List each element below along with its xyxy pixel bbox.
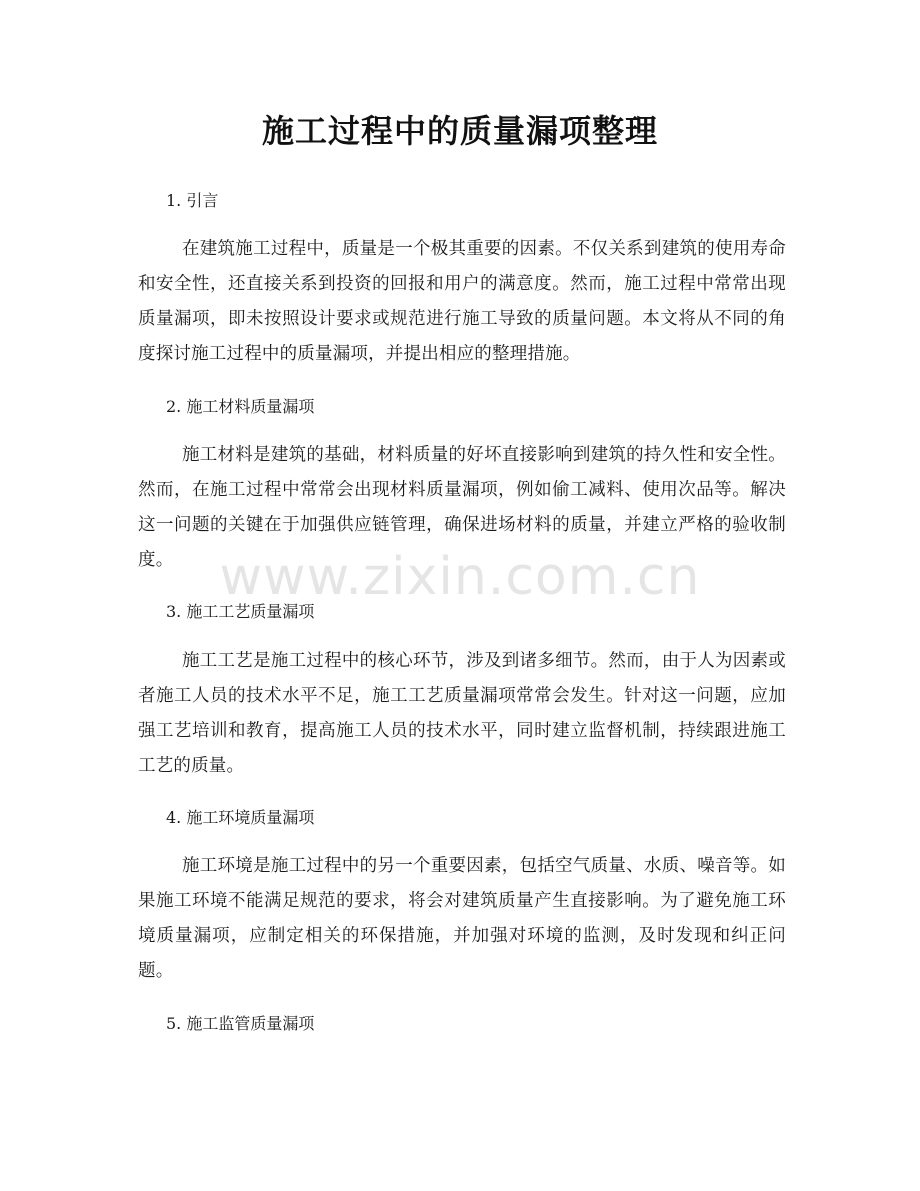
page-title: 施工过程中的质量漏项整理 [261, 112, 658, 150]
section-heading-1: 1. 引言 [166, 191, 219, 210]
section-heading-4: 4. 施工环境质量漏项 [166, 808, 315, 827]
section-paragraph-4: 施工环境是施工过程中的另一个重要因素，包括空气质量、水质、噪音等。如果施工环境不能满足规范的要求，将会对建筑质量产生直接影响。为了避免施工环境质量漏项，应制定相关的环保措施，并加强对环境的监测，及时发现和纠正问题。 [138, 856, 786, 981]
section-heading-5: 5. 施工监管质量漏项 [166, 1014, 315, 1033]
watermark: www.zixin.com.cn [219, 547, 701, 607]
section-heading-3: 3. 施工工艺质量漏项 [166, 602, 315, 621]
section-paragraph-1: 在建筑施工过程中，质量是一个极其重要的因素。不仅关系到建筑的使用寿命和安全性，还直接关系到投资的回报和用户的满意度。然而，施工过程中常常出现质量漏项，即未按照设计要求或规范进行施工导致的质量问题。本文将从不同的角度探讨施工过程中的质量漏项，并提出相应的整理措施。 [138, 239, 786, 364]
section-paragraph-2: 施工材料是建筑的基础，材料质量的好坏直接影响到建筑的持久性和安全性。然而，在施工过程中常常会出现材料质量漏项，例如偷工减料、使用次品等。解决这一问题的关键在于加强供应链管理，确保进场材料的质量，并建立严格的验收制度。 [138, 445, 786, 570]
section-heading-2: 2. 施工材料质量漏项 [166, 397, 315, 416]
section-paragraph-3: 施工工艺是施工过程中的核心环节，涉及到诸多细节。然而，由于人为因素或者施工人员的技术水平不足，施工工艺质量漏项常常会发生。针对这一问题，应加强工艺培训和教育，提高施工人员的技术水平，同时建立监督机制，持续跟进施工工艺的质量。 [138, 651, 786, 776]
